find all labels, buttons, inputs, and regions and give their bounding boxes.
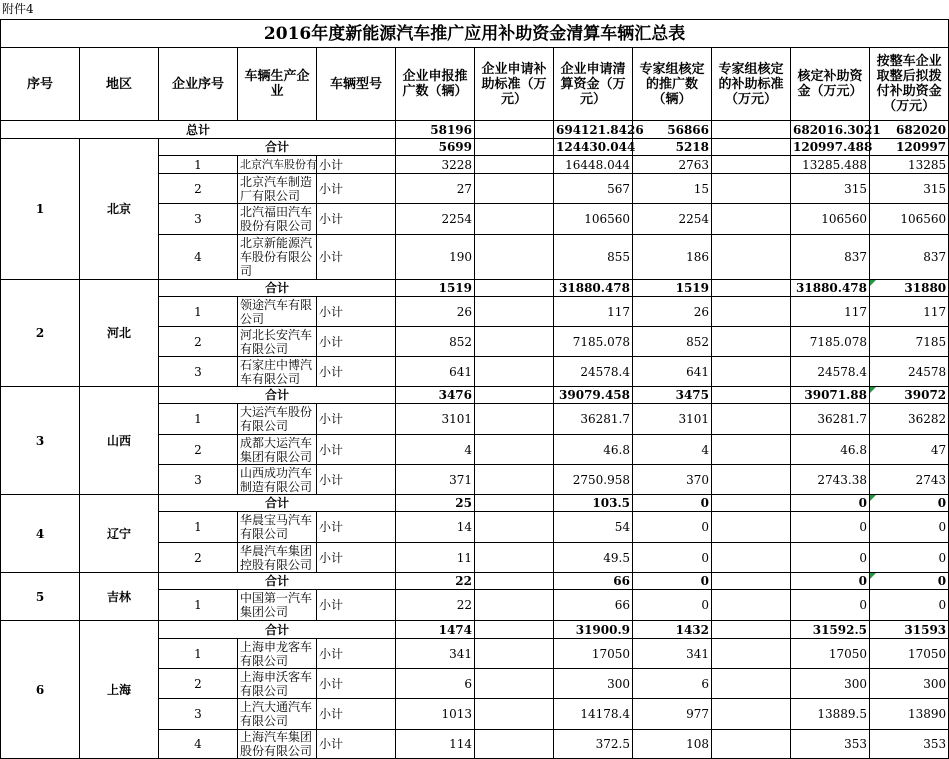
approved-funds-cell: 0	[791, 543, 870, 573]
approved-funds-cell: 0	[791, 590, 870, 621]
header-region: 地区	[80, 48, 159, 121]
declared-standard-cell	[475, 669, 554, 699]
header-row	[1, 48, 949, 121]
allocated-funds-cell: 120997	[870, 139, 949, 156]
declared-funds-cell: 66	[554, 590, 633, 621]
region-name: 北京	[80, 139, 159, 280]
declared-funds-cell: 54	[554, 512, 633, 543]
approved-count-cell: 108	[633, 730, 712, 759]
declared-standard-cell	[475, 280, 554, 297]
approved-count-cell: 1519	[633, 280, 712, 297]
company-name: 大运汽车股份有限公司	[238, 404, 317, 435]
declared-count-cell: 11	[396, 543, 475, 573]
declared-count-cell: 114	[396, 730, 475, 759]
allocated-funds-cell: 13285	[870, 156, 949, 174]
approved-count-cell: 0	[633, 590, 712, 621]
summary-table	[0, 19, 949, 759]
approved-funds-cell: 7185.078	[791, 327, 870, 357]
approved-funds-cell: 300	[791, 669, 870, 699]
company-name: 成都大运汽车集团有限公司	[238, 435, 317, 465]
approved-count-cell: 186	[633, 235, 712, 280]
approved-standard-cell	[712, 387, 791, 404]
allocated-funds-cell: 17050	[870, 639, 949, 669]
declared-standard-cell	[475, 730, 554, 759]
declared-funds-cell: 300	[554, 669, 633, 699]
declared-count-cell: 3476	[396, 387, 475, 404]
allocated-funds-cell: 7185	[870, 327, 949, 357]
declared-funds-cell: 103.5	[554, 495, 633, 512]
allocated-funds-cell: 0	[870, 590, 949, 621]
declared-standard-cell	[475, 699, 554, 730]
company-seq: 2	[159, 543, 238, 573]
declared-standard-cell	[475, 404, 554, 435]
declared-count-cell: 14	[396, 512, 475, 543]
subtotal-label: 合计	[159, 573, 396, 590]
approved-standard-cell	[712, 543, 791, 573]
header-manufacturer: 车辆生产企业	[238, 48, 317, 121]
attachment-label: 附件4	[2, 2, 34, 16]
approved-funds-cell: 0	[791, 495, 870, 512]
declared-count-cell: 190	[396, 235, 475, 280]
approved-count-cell: 641	[633, 357, 712, 387]
allocated-funds-cell: 0	[870, 495, 949, 512]
company-seq: 1	[159, 590, 238, 621]
company-name: 中国第一汽车集团公司	[238, 590, 317, 621]
approved-standard-cell	[712, 404, 791, 435]
approved-count-cell: 977	[633, 699, 712, 730]
approved-count-cell: 5218	[633, 139, 712, 156]
company-seq: 1	[159, 297, 238, 327]
company-name: 华晨宝马汽车有限公司	[238, 512, 317, 543]
approved-funds-cell: 837	[791, 235, 870, 280]
approved-count-cell: 26	[633, 297, 712, 327]
allocated-funds-cell: 31880	[870, 280, 949, 297]
approved-standard-cell	[712, 699, 791, 730]
region-subtotal-row	[1, 495, 949, 512]
declared-count-cell: 371	[396, 465, 475, 495]
declared-count-cell: 1474	[396, 621, 475, 639]
vehicle-model: 小计	[317, 174, 396, 204]
vehicle-model: 小计	[317, 543, 396, 573]
approved-count-cell: 0	[633, 543, 712, 573]
declared-standard-cell	[475, 297, 554, 327]
declared-count-cell: 3228	[396, 156, 475, 174]
declared-standard-cell	[475, 357, 554, 387]
vehicle-model: 小计	[317, 235, 396, 280]
declared-standard-cell	[475, 235, 554, 280]
approved-standard-cell	[712, 465, 791, 495]
company-seq: 2	[159, 174, 238, 204]
declared-standard-cell	[475, 621, 554, 639]
header-declared-count: 企业申报推广数（辆）	[396, 48, 475, 121]
approved-standard-cell	[712, 156, 791, 174]
region-seq: 4	[1, 495, 80, 573]
approved-funds-cell: 31592.5	[791, 621, 870, 639]
allocated-funds-cell: 837	[870, 235, 949, 280]
approved-funds-cell: 17050	[791, 639, 870, 669]
approved-count-cell: 1432	[633, 621, 712, 639]
header-company-seq: 企业序号	[159, 48, 238, 121]
company-name: 上汽大通汽车有限公司	[238, 699, 317, 730]
region-subtotal-row	[1, 280, 949, 297]
company-name: 领途汽车有限公司	[238, 297, 317, 327]
vehicle-model: 小计	[317, 327, 396, 357]
region-seq: 5	[1, 573, 80, 621]
company-name: 北京新能源汽车股份有限公司	[238, 235, 317, 280]
declared-count-cell: 26	[396, 297, 475, 327]
declared-funds-cell: 855	[554, 235, 633, 280]
declared-funds-cell: 36281.7	[554, 404, 633, 435]
declared-count-cell: 341	[396, 639, 475, 669]
allocated-funds-cell: 106560	[870, 204, 949, 235]
company-seq: 2	[159, 669, 238, 699]
declared-funds-cell: 106560	[554, 204, 633, 235]
company-name: 上海汽车集团股份有限公司	[238, 730, 317, 759]
region-name: 山西	[80, 387, 159, 495]
approved-count-cell: 4	[633, 435, 712, 465]
declared-standard-cell	[475, 465, 554, 495]
approved-funds-cell: 13889.5	[791, 699, 870, 730]
company-seq: 2	[159, 435, 238, 465]
allocated-funds-cell: 24578	[870, 357, 949, 387]
region-seq: 6	[1, 621, 80, 759]
declared-count-cell: 5699	[396, 139, 475, 156]
approved-standard-cell	[712, 621, 791, 639]
approved-standard-cell	[712, 669, 791, 699]
region-seq: 3	[1, 387, 80, 495]
declared-funds-cell: 14178.4	[554, 699, 633, 730]
region-name: 上海	[80, 621, 159, 759]
declared-count-cell: 22	[396, 573, 475, 590]
approved-funds-cell: 682016.3021	[791, 121, 870, 139]
declared-count-cell: 4	[396, 435, 475, 465]
region-name: 吉林	[80, 573, 159, 621]
declared-count-cell: 1013	[396, 699, 475, 730]
declared-standard-cell	[475, 512, 554, 543]
header-approved-count: 专家组核定的推广数（辆）	[633, 48, 712, 121]
declared-funds-cell: 117	[554, 297, 633, 327]
allocated-funds-cell: 353	[870, 730, 949, 759]
company-seq: 3	[159, 357, 238, 387]
vehicle-model: 小计	[317, 639, 396, 669]
subtotal-label: 合计	[159, 495, 396, 512]
allocated-funds-cell: 0	[870, 573, 949, 590]
approved-standard-cell	[712, 435, 791, 465]
allocated-funds-cell: 0	[870, 543, 949, 573]
approved-count-cell: 56866	[633, 121, 712, 139]
approved-count-cell: 15	[633, 174, 712, 204]
subtotal-label: 合计	[159, 621, 396, 639]
vehicle-model: 小计	[317, 590, 396, 621]
region-seq: 2	[1, 280, 80, 387]
approved-standard-cell	[712, 297, 791, 327]
approved-standard-cell	[712, 280, 791, 297]
approved-standard-cell	[712, 639, 791, 669]
declared-count-cell: 25	[396, 495, 475, 512]
approved-standard-cell	[712, 174, 791, 204]
declared-count-cell: 1519	[396, 280, 475, 297]
declared-funds-cell: 16448.044	[554, 156, 633, 174]
company-name: 上海申沃客车有限公司	[238, 669, 317, 699]
declared-standard-cell	[475, 139, 554, 156]
declared-funds-cell: 66	[554, 573, 633, 590]
allocated-funds-cell: 13890	[870, 699, 949, 730]
approved-standard-cell	[712, 139, 791, 156]
company-name: 北京汽车股份有	[238, 156, 317, 174]
region-name: 辽宁	[80, 495, 159, 573]
declared-standard-cell	[475, 590, 554, 621]
approved-count-cell: 341	[633, 639, 712, 669]
company-seq: 3	[159, 699, 238, 730]
company-name: 石家庄中博汽车有限公司	[238, 357, 317, 387]
company-name: 北汽福田汽车股份有限公司	[238, 204, 317, 235]
subtotal-label: 合计	[159, 387, 396, 404]
declared-count-cell: 58196	[396, 121, 475, 139]
declared-standard-cell	[475, 495, 554, 512]
company-name: 华晨汽车集团控股有限公司	[238, 543, 317, 573]
approved-standard-cell	[712, 327, 791, 357]
declared-standard-cell	[475, 327, 554, 357]
allocated-funds-cell: 117	[870, 297, 949, 327]
declared-funds-cell: 694121.8426	[554, 121, 633, 139]
declared-funds-cell: 17050	[554, 639, 633, 669]
table-body	[1, 121, 949, 759]
allocated-funds-cell: 2743	[870, 465, 949, 495]
vehicle-model: 小计	[317, 357, 396, 387]
declared-funds-cell: 31880.478	[554, 280, 633, 297]
company-seq: 1	[159, 639, 238, 669]
allocated-funds-cell: 300	[870, 669, 949, 699]
vehicle-model: 小计	[317, 404, 396, 435]
company-name: 河北长安汽车有限公司	[238, 327, 317, 357]
allocated-funds-cell: 36282	[870, 404, 949, 435]
approved-funds-cell: 0	[791, 512, 870, 543]
approved-funds-cell: 2743.38	[791, 465, 870, 495]
approved-funds-cell: 106560	[791, 204, 870, 235]
region-seq: 1	[1, 139, 80, 280]
approved-count-cell: 2763	[633, 156, 712, 174]
region-name: 河北	[80, 280, 159, 387]
header-approved-standard: 专家组核定的补助标准（万元）	[712, 48, 791, 121]
vehicle-model: 小计	[317, 669, 396, 699]
header-declared-funds: 企业申请清算资金（万元）	[554, 48, 633, 121]
declared-funds-cell: 7185.078	[554, 327, 633, 357]
region-subtotal-row	[1, 621, 949, 639]
header-seq: 序号	[1, 48, 80, 121]
vehicle-model: 小计	[317, 699, 396, 730]
vehicle-model: 小计	[317, 512, 396, 543]
approved-standard-cell	[712, 512, 791, 543]
declared-standard-cell	[475, 121, 554, 139]
declared-standard-cell	[475, 204, 554, 235]
company-seq: 1	[159, 512, 238, 543]
allocated-funds-cell: 31593	[870, 621, 949, 639]
approved-funds-cell: 31880.478	[791, 280, 870, 297]
declared-count-cell: 641	[396, 357, 475, 387]
declared-funds-cell: 31900.9	[554, 621, 633, 639]
subtotal-label: 合计	[159, 139, 396, 156]
declared-funds-cell: 124430.044	[554, 139, 633, 156]
company-seq: 1	[159, 404, 238, 435]
region-subtotal-row	[1, 139, 949, 156]
allocated-funds-cell: 682020	[870, 121, 949, 139]
declared-funds-cell: 46.8	[554, 435, 633, 465]
declared-count-cell: 2254	[396, 204, 475, 235]
approved-count-cell: 852	[633, 327, 712, 357]
approved-count-cell: 0	[633, 512, 712, 543]
approved-standard-cell	[712, 495, 791, 512]
region-subtotal-row	[1, 387, 949, 404]
declared-standard-cell	[475, 156, 554, 174]
approved-count-cell: 6	[633, 669, 712, 699]
approved-standard-cell	[712, 590, 791, 621]
grand-total-label: 总计	[1, 121, 396, 139]
declared-funds-cell: 49.5	[554, 543, 633, 573]
approved-standard-cell	[712, 357, 791, 387]
declared-funds-cell: 372.5	[554, 730, 633, 759]
title-row	[1, 20, 949, 48]
vehicle-model: 小计	[317, 730, 396, 759]
allocated-funds-cell: 39072	[870, 387, 949, 404]
subtotal-label: 合计	[159, 280, 396, 297]
approved-funds-cell: 0	[791, 573, 870, 590]
declared-standard-cell	[475, 573, 554, 590]
approved-standard-cell	[712, 235, 791, 280]
approved-standard-cell	[712, 730, 791, 759]
declared-count-cell: 6	[396, 669, 475, 699]
company-seq: 1	[159, 156, 238, 174]
declared-funds-cell: 24578.4	[554, 357, 633, 387]
approved-count-cell: 3101	[633, 404, 712, 435]
company-seq: 2	[159, 327, 238, 357]
allocated-funds-cell: 0	[870, 512, 949, 543]
company-seq: 3	[159, 465, 238, 495]
header-vehicle-model: 车辆型号	[317, 48, 396, 121]
approved-funds-cell: 353	[791, 730, 870, 759]
approved-funds-cell: 315	[791, 174, 870, 204]
declared-standard-cell	[475, 639, 554, 669]
approved-standard-cell	[712, 204, 791, 235]
approved-standard-cell	[712, 573, 791, 590]
declared-count-cell: 852	[396, 327, 475, 357]
declared-standard-cell	[475, 435, 554, 465]
approved-count-cell: 3475	[633, 387, 712, 404]
vehicle-model: 小计	[317, 204, 396, 235]
approved-count-cell: 0	[633, 573, 712, 590]
approved-funds-cell: 117	[791, 297, 870, 327]
approved-standard-cell	[712, 121, 791, 139]
grand-total-row	[1, 121, 949, 139]
header-approved-funds: 核定补助资金（万元）	[791, 48, 870, 121]
declared-funds-cell: 39079.458	[554, 387, 633, 404]
declared-count-cell: 27	[396, 174, 475, 204]
company-seq: 4	[159, 730, 238, 759]
declared-standard-cell	[475, 543, 554, 573]
approved-count-cell: 370	[633, 465, 712, 495]
approved-funds-cell: 39071.88	[791, 387, 870, 404]
allocated-funds-cell: 47	[870, 435, 949, 465]
approved-count-cell: 0	[633, 495, 712, 512]
approved-funds-cell: 36281.7	[791, 404, 870, 435]
approved-funds-cell: 24578.4	[791, 357, 870, 387]
approved-count-cell: 2254	[633, 204, 712, 235]
vehicle-model: 小计	[317, 435, 396, 465]
approved-funds-cell: 120997.488	[791, 139, 870, 156]
declared-standard-cell	[475, 387, 554, 404]
declared-funds-cell: 567	[554, 174, 633, 204]
vehicle-model: 小计	[317, 156, 396, 174]
approved-funds-cell: 46.8	[791, 435, 870, 465]
region-subtotal-row	[1, 573, 949, 590]
page-title: 2016年度新能源汽车推广应用补助资金清算车辆汇总表	[1, 20, 949, 48]
declared-standard-cell	[475, 174, 554, 204]
vehicle-model: 小计	[317, 297, 396, 327]
header-allocated-funds: 按整车企业取整后拟拨付补助资金（万元）	[870, 48, 949, 121]
declared-count-cell: 3101	[396, 404, 475, 435]
company-name: 山西成功汽车制造有限公司	[238, 465, 317, 495]
declared-count-cell: 22	[396, 590, 475, 621]
declared-funds-cell: 2750.958	[554, 465, 633, 495]
approved-funds-cell: 13285.488	[791, 156, 870, 174]
company-seq: 4	[159, 235, 238, 280]
header-declared-standard: 企业申请补助标准（万元）	[475, 48, 554, 121]
company-name: 北京汽车制造厂有限公司	[238, 174, 317, 204]
company-name: 上海申龙客车有限公司	[238, 639, 317, 669]
vehicle-model: 小计	[317, 465, 396, 495]
company-seq: 3	[159, 204, 238, 235]
allocated-funds-cell: 315	[870, 174, 949, 204]
